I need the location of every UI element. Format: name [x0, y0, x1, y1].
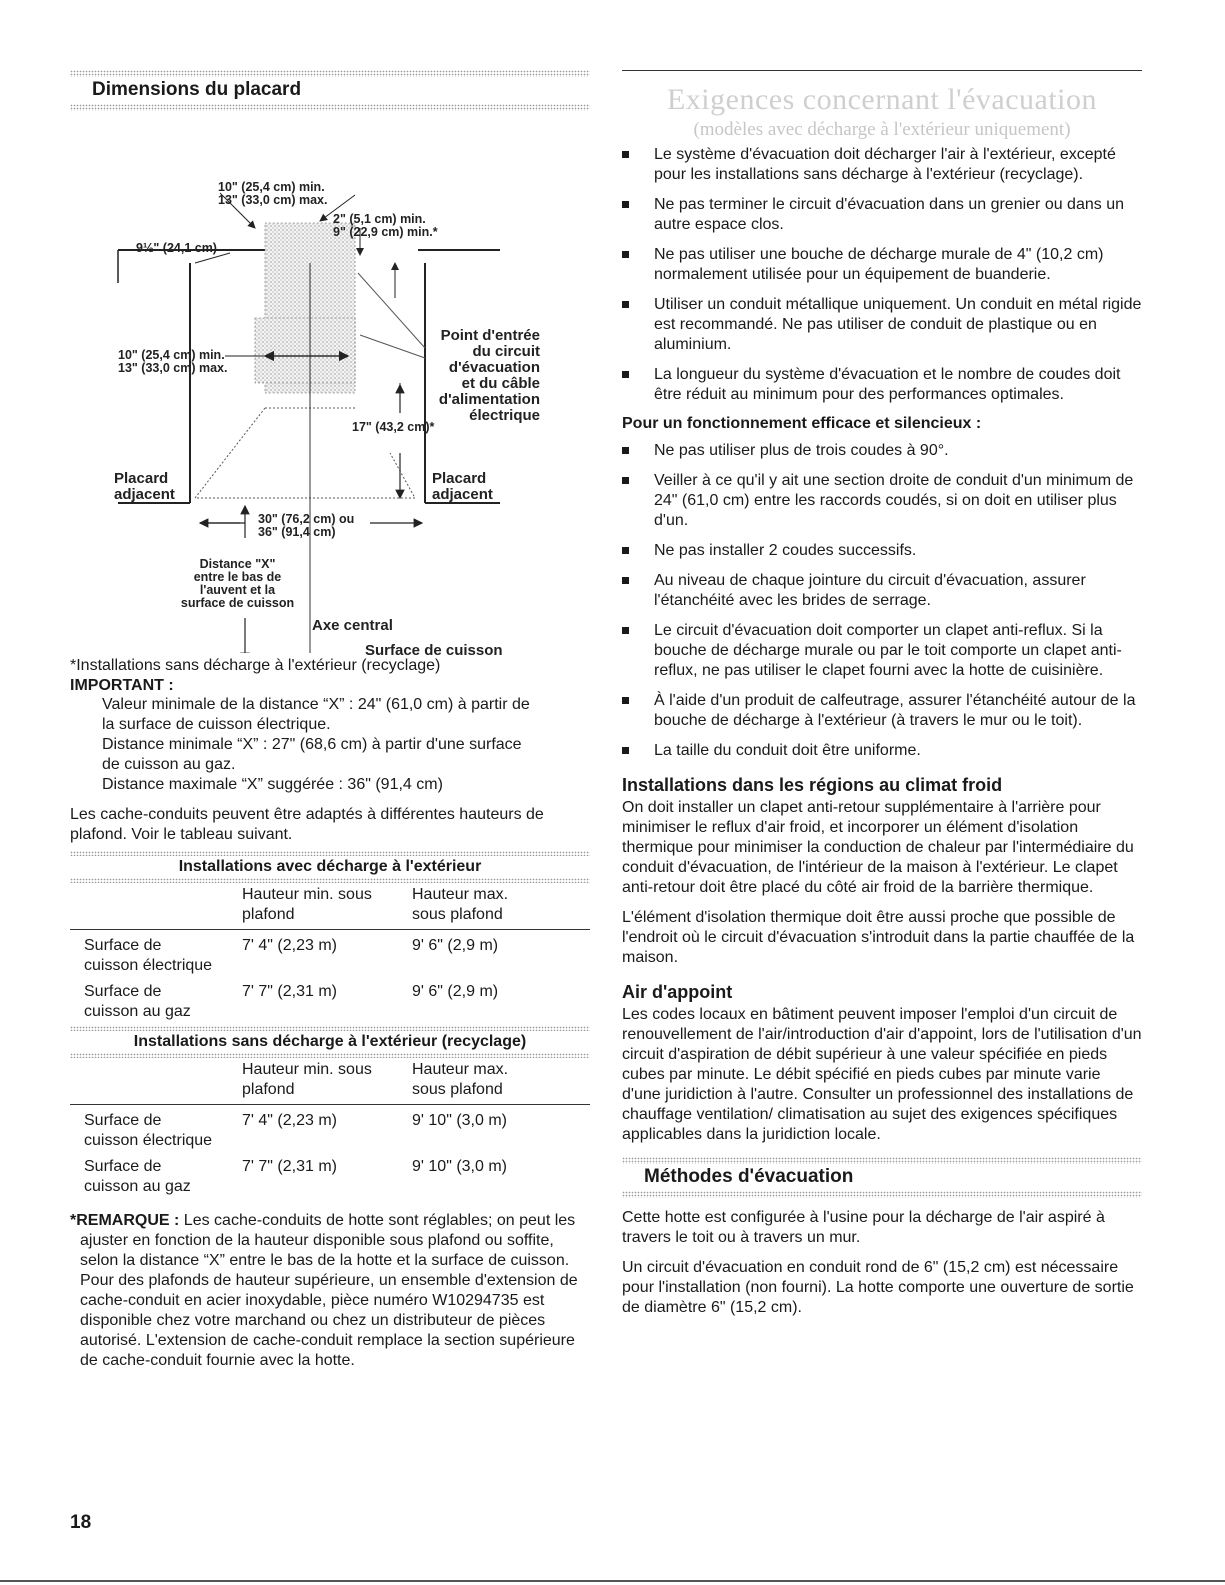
- requirements-list: [622, 145, 1142, 405]
- methods-band-bottom: [622, 1191, 1142, 1198]
- col-empty: [70, 1060, 242, 1100]
- right-column: [622, 70, 1142, 1318]
- list-item: Au niveau de chaque jointure du circuit d'évacuation, assurer l'étanchéité avec les brides de serrage.: [622, 571, 1142, 611]
- col-max: Hauteur max. sous plafond: [412, 886, 509, 923]
- col-empty: [70, 885, 242, 925]
- remark-label: *REMARQUE :: [70, 1212, 180, 1229]
- cooking-surface-label: Surface de cuisson: [365, 642, 503, 659]
- placard-left-label: Placard adjacent: [114, 470, 175, 503]
- dim-width-36: 36" (91,4 cm): [258, 525, 336, 539]
- list-item: Ne pas utiliser une bouche de décharge murale de 4" (10,2 cm) normalement utilisée pour un équipement de buanderie.: [622, 245, 1142, 285]
- distance-x-label: Distance "X" entre le bas de l'auvent et la surface de cuisson: [180, 557, 295, 610]
- center-axis-label: Axe central: [312, 617, 393, 634]
- row-label: Surface de cuisson au gaz: [84, 1158, 191, 1195]
- table-row: [70, 1151, 590, 1197]
- bottom-rule: [0, 1580, 1225, 1582]
- table-recycling: [70, 1026, 590, 1197]
- bullet-icon: [622, 747, 629, 754]
- efficiency-list: [622, 441, 1142, 761]
- page-title: Exigences concernant l'évacuation: [666, 83, 1098, 116]
- dim-width-30: 30" (76,2 cm) ou: [258, 512, 355, 526]
- row-min: 7' 4" (2,23 m): [242, 937, 337, 954]
- top-rule: [622, 70, 1142, 71]
- dim-vent-min: 2" (5,1 cm) min.: [333, 212, 426, 226]
- row-min: 7' 7" (2,31 m): [242, 1158, 337, 1175]
- row-min: 7' 4" (2,23 m): [242, 1112, 337, 1129]
- cache-conduit-paragraph: Les cache-conduits peuvent être adaptés à différentes hauteurs de plafond. Voir le tableau suivant.: [70, 806, 544, 843]
- bullet-icon: [622, 151, 629, 158]
- table-exterior: [70, 851, 590, 1022]
- list-item: Le système d'évacuation doit décharger l'air à l'extérieur, excepté pour les installations sans décharge à l'extérieur (recyclage).: [622, 145, 1142, 185]
- methods-heading: [622, 1164, 1142, 1191]
- row-max: 9' 10" (3,0 m): [412, 1112, 507, 1129]
- list-item: Ne pas utiliser plus de trois coudes à 90°.: [622, 441, 1142, 461]
- row-min: 7' 7" (2,31 m): [242, 983, 337, 1000]
- bullet-icon: [622, 201, 629, 208]
- section-top-band: [70, 70, 590, 77]
- dim-depth-min: 10" (25,4 cm) min.: [118, 348, 225, 362]
- table-column-headers: [70, 1058, 590, 1105]
- bullet-icon: [622, 477, 629, 484]
- important-block: Valeur minimale de la distance “X” : 24" (61,0 cm) à partir de la surface de cuisson électrique. Distance minimale “X” : 27" (68,6 cm) à partir d'une surface de cuisson au gaz. Distance maximale “X” suggérée : 36" (91,4 cm): [102, 696, 530, 793]
- row-label: Surface de cuisson électrique: [84, 1112, 213, 1149]
- dim-vent-min-2: 9" (22,9 cm) min.*: [333, 225, 438, 239]
- dim-17: 17" (43,2 cm)*: [352, 420, 435, 434]
- bullet-icon: [622, 371, 629, 378]
- makeup-air-paragraph: Les codes locaux en bâtiment peuvent imposer l'emploi d'un circuit de renouvellement de l'air/introduction d'air d'appoint, lors de l'utilisation d'un circuit d'aspiration de débit supérieur à une valeur spécifiée en pieds cubes par minute. Le débit spécifié en pieds cubes par minute varie d'une juridiction à l'autre. Consulter un professionnel des installations de chauffage ventilation/ climatisation au sujet des exigences spécifiques applicables dans la juridiction locale.: [622, 1006, 1142, 1143]
- methods-paragraph-2: Un circuit d'évacuation en conduit rond de 6" (15,2 cm) est nécessaire pour l'installation (non fourni). La hotte comporte une ouverture de sortie de diamètre 6" (15,2 cm).: [622, 1259, 1134, 1316]
- table-title: Installations avec décharge à l'extérieur: [178, 858, 482, 875]
- dim-depth-max: 13" (33,0 cm) max.: [118, 361, 228, 375]
- placard-right-label: Placard adjacent: [432, 470, 493, 503]
- row-max: 9' 6" (2,9 m): [412, 937, 499, 954]
- list-item: La longueur du système d'évacuation et le nombre de coudes doit être réduit au minimum pour des performances optimales.: [622, 365, 1142, 405]
- table-row: [70, 1105, 590, 1151]
- left-column: [70, 70, 590, 1371]
- list-item: Ne pas terminer le circuit d'évacuation dans un grenier ou dans un autre espace clos.: [622, 195, 1142, 235]
- methods-band-top: [622, 1157, 1142, 1164]
- makeup-air-heading: Air d'appoint: [622, 982, 733, 1002]
- page-number: 18: [70, 1512, 92, 1533]
- efficiency-subheading: Pour un fonctionnement efficace et silencieux :: [622, 415, 982, 432]
- list-item: À l'aide d'un produit de calfeutrage, assurer l'étanchéité autour de la bouche de décharge à l'extérieur (à travers le mur ou le toit).: [622, 691, 1142, 731]
- table-row: [70, 976, 590, 1022]
- table-row: [70, 930, 590, 976]
- list-item: Le circuit d'évacuation doit comporter un clapet anti-reflux. Si la bouche de décharge murale ou par le toit comporte un clapet anti-reflux, ne pas utiliser le clapet fourni avec la hotte de cuisinière.: [622, 621, 1142, 681]
- table-title: Installations sans décharge à l'extérieur (recyclage): [133, 1033, 527, 1050]
- methods-paragraph-1: Cette hotte est configurée à l'usine pour la décharge de l'air aspiré à travers le toit ou à travers un mur.: [622, 1209, 1105, 1246]
- list-item: La taille du conduit doit être uniforme.: [622, 741, 1142, 761]
- col-min: Hauteur min. sous plafond: [242, 886, 372, 923]
- cabinet-dimensions-diagram: [70, 113, 590, 659]
- page-subtitle: (modèles avec décharge à l'extérieur uniquement): [693, 119, 1071, 140]
- cold-climate-paragraph-2: L'élément d'isolation thermique doit être aussi proche que possible de l'endroit où le circuit d'évacuation s'introduit dans la partie chauffée de la maison.: [622, 909, 1135, 966]
- bullet-icon: [622, 697, 629, 704]
- bullet-icon: [622, 251, 629, 258]
- section-heading: [70, 77, 590, 104]
- bullet-icon: [622, 301, 629, 308]
- entry-point-label: Point d'entrée du circuit d'évacuation et du câble d'alimentation électrique: [438, 327, 540, 424]
- list-item: Utiliser un conduit métallique uniquement. Un conduit en métal rigide est recommandé. Ne pas utiliser de conduit de plastique ou en aluminium.: [622, 295, 1142, 355]
- row-label: Surface de cuisson au gaz: [84, 983, 191, 1020]
- section-bottom-band: [70, 104, 590, 111]
- important-label: IMPORTANT :: [70, 677, 174, 694]
- row-label: Surface de cuisson électrique: [84, 937, 213, 974]
- row-max: 9' 10" (3,0 m): [412, 1158, 507, 1175]
- remark-text: Les cache-conduits de hotte sont réglables; on peut les ajuster en fonction de la hauteur disponible sous plafond ou soffite, selon la distance “X” entre le bas de la hotte et la surface de cuisson. Pour des plafonds de hauteur supérieure, un ensemble d'extension de cache-conduit en acier inoxydable, pièce numéro W10294735 est disponible chez votre marchand ou chez un distributeur de pièces autorisé. L'extension de cache-conduit remplace la section supérieure de cache-conduit fournie avec la hotte.: [80, 1212, 578, 1369]
- section-title: Dimensions du placard: [92, 79, 302, 100]
- cold-climate-heading: Installations dans les régions au climat froid: [622, 775, 1003, 795]
- bullet-icon: [622, 547, 629, 554]
- dim-top-max: 13" (33,0 cm) max.: [218, 193, 328, 207]
- table-column-headers: [70, 883, 590, 930]
- methods-section: [622, 1157, 1142, 1198]
- bullet-icon: [622, 447, 629, 454]
- dim-top-min: 10" (25,4 cm) min.: [218, 180, 325, 194]
- methods-title: Méthodes d'évacuation: [644, 1166, 854, 1187]
- col-min: Hauteur min. sous plafond: [242, 1061, 372, 1098]
- bullet-icon: [622, 577, 629, 584]
- col-max: Hauteur max. sous plafond: [412, 1061, 509, 1098]
- list-item: Veiller à ce qu'il y ait une section droite de conduit d'un minimum de 24" (61,0 cm) entre les raccords coudés, si on doit en utiliser plus d'un.: [622, 471, 1142, 531]
- footnote: *Installations sans décharge à l'extérieur (recyclage): [70, 657, 441, 674]
- dim-left-width: 9½" (24,1 cm): [136, 241, 217, 255]
- bullet-icon: [622, 627, 629, 634]
- list-item: Ne pas installer 2 coudes successifs.: [622, 541, 1142, 561]
- cold-climate-paragraph-1: On doit installer un clapet anti-retour supplémentaire à l'arrière pour minimiser le reflux d'air froid, et incorporer un élément d'isolation thermique pour minimiser la conduction de chaleur par l'intermédiaire du conduit d'évacuation, de l'intérieur de la maison à l'extérieur. Le clapet anti-retour doit être placé du côté air froid de la barrière thermique.: [622, 799, 1134, 896]
- row-max: 9' 6" (2,9 m): [412, 983, 499, 1000]
- remark-paragraph: [70, 1211, 590, 1371]
